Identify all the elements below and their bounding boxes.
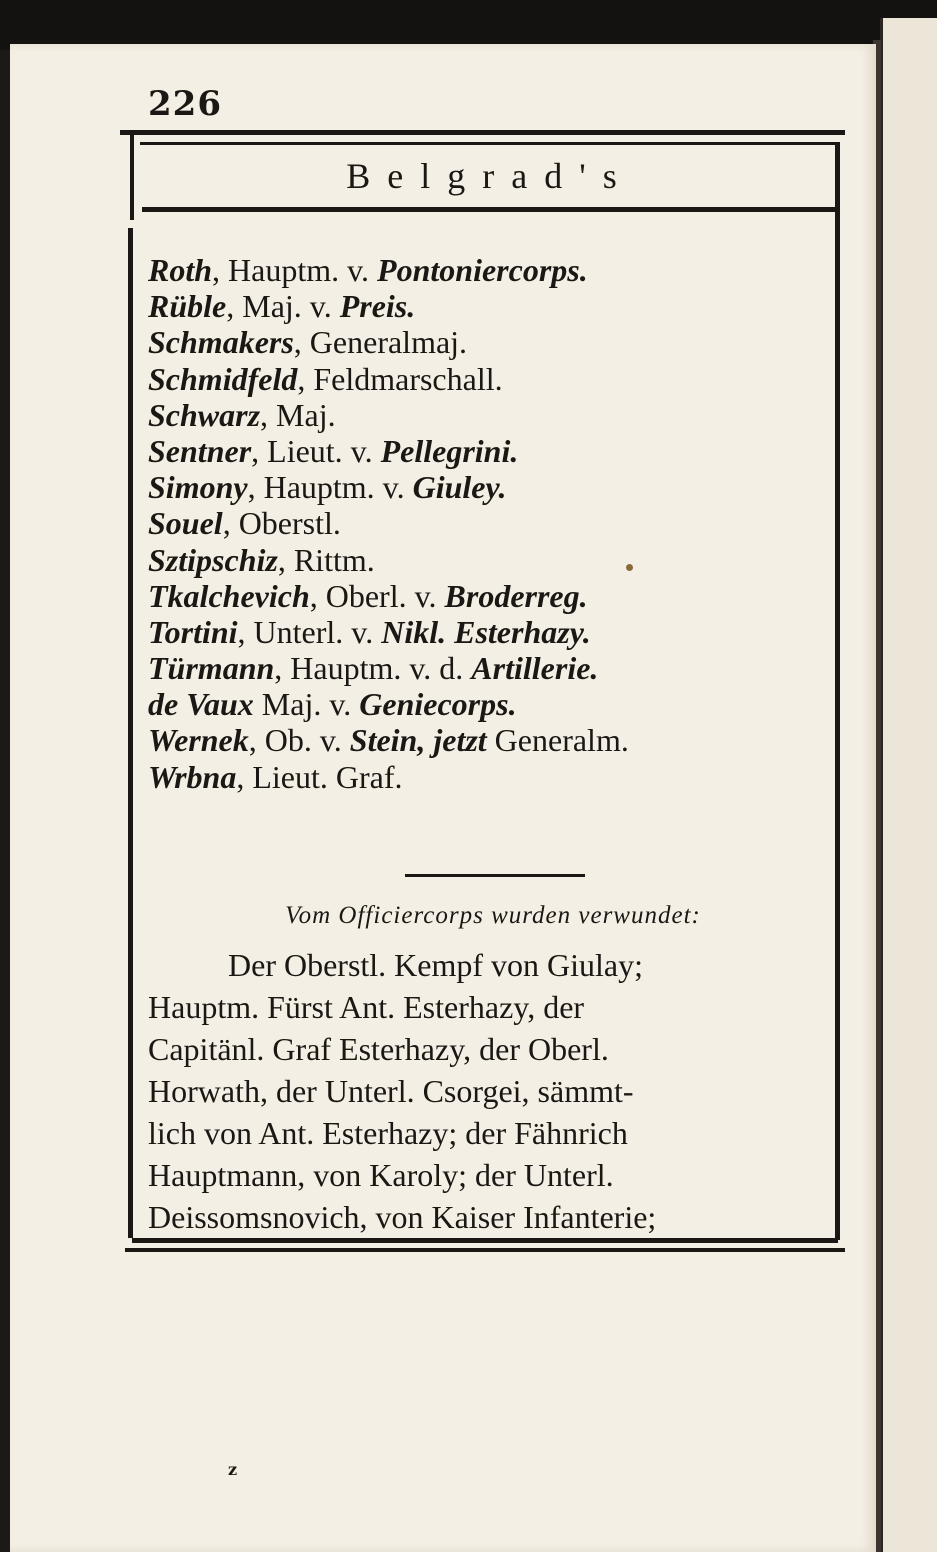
paragraph-line: Der Oberstl. Kempf von Giulay; — [228, 947, 644, 983]
paragraph-line: Hauptm. Fürst Ant. Esterhazy, der — [148, 989, 585, 1025]
list-item: Türmann, Hauptm. v. d. Artillerie. — [148, 650, 599, 687]
list-item: Rüble, Maj. v. Preis. — [148, 288, 416, 325]
paragraph-line: Capitänl. Graf Esterhazy, der Oberl. — [148, 1031, 609, 1067]
list-item: Roth, Hauptm. v. Pontoniercorps. — [148, 252, 588, 288]
paragraph-line: Deissomsnovich, von Kaiser Infanterie; — [148, 1199, 657, 1235]
paragraph-line: lich von Ant. Esterhazy; der Fähnrich — [148, 1115, 628, 1151]
signature-mark: z — [228, 1460, 238, 1479]
paragraph-line: Horwath, der Unterl. Csorgei, sämmt- — [148, 1073, 634, 1109]
section-divider — [405, 874, 585, 877]
list-item: Tortini, Unterl. v. Nikl. Esterhazy. — [148, 613, 591, 650]
body-paragraph — [148, 944, 828, 1238]
header-bottom-rule — [142, 207, 838, 212]
list-item: Souel, Oberstl. — [148, 505, 341, 542]
page-number: 226 — [148, 84, 222, 124]
left-frame-line — [130, 135, 134, 220]
running-header: Belgrad's — [346, 156, 634, 196]
list-item: Tkalchevich, Oberl. v. Broderreg. — [148, 577, 588, 614]
top-rule — [120, 130, 845, 135]
adjacent-page-edge — [880, 18, 937, 1552]
list-item: Schmidfeld, Feldmarschall. — [148, 360, 503, 397]
top-rule-inner — [140, 142, 840, 145]
bottom-rule — [132, 1238, 838, 1243]
list-item: Sztipschiz, Rittm. — [148, 541, 375, 578]
left-frame-line-body — [128, 228, 133, 1238]
list-item: Wernek, Ob. v. Stein, jetzt Generalm. — [148, 722, 629, 759]
bottom-rule-outer — [125, 1248, 845, 1252]
scan-background — [0, 0, 937, 50]
list-item: Sentner, Lieut. v. Pellegrini. — [148, 432, 519, 469]
officer-list — [148, 252, 838, 795]
ink-spot — [626, 564, 633, 571]
list-item: Simony, Hauptm. v. Giuley. — [148, 469, 507, 506]
paragraph-line: Hauptmann, von Karoly; der Unterl. — [148, 1157, 614, 1193]
list-item: Wrbna, Lieut. Graf. — [148, 758, 403, 795]
list-item: Schmakers, Generalmaj. — [148, 324, 468, 361]
section-subheading: Vom Officiercorps wurden verwundet: — [285, 902, 701, 929]
list-item: Schwarz, Maj. — [148, 396, 336, 433]
list-item: de Vaux Maj. v. Geniecorps. — [148, 686, 517, 723]
